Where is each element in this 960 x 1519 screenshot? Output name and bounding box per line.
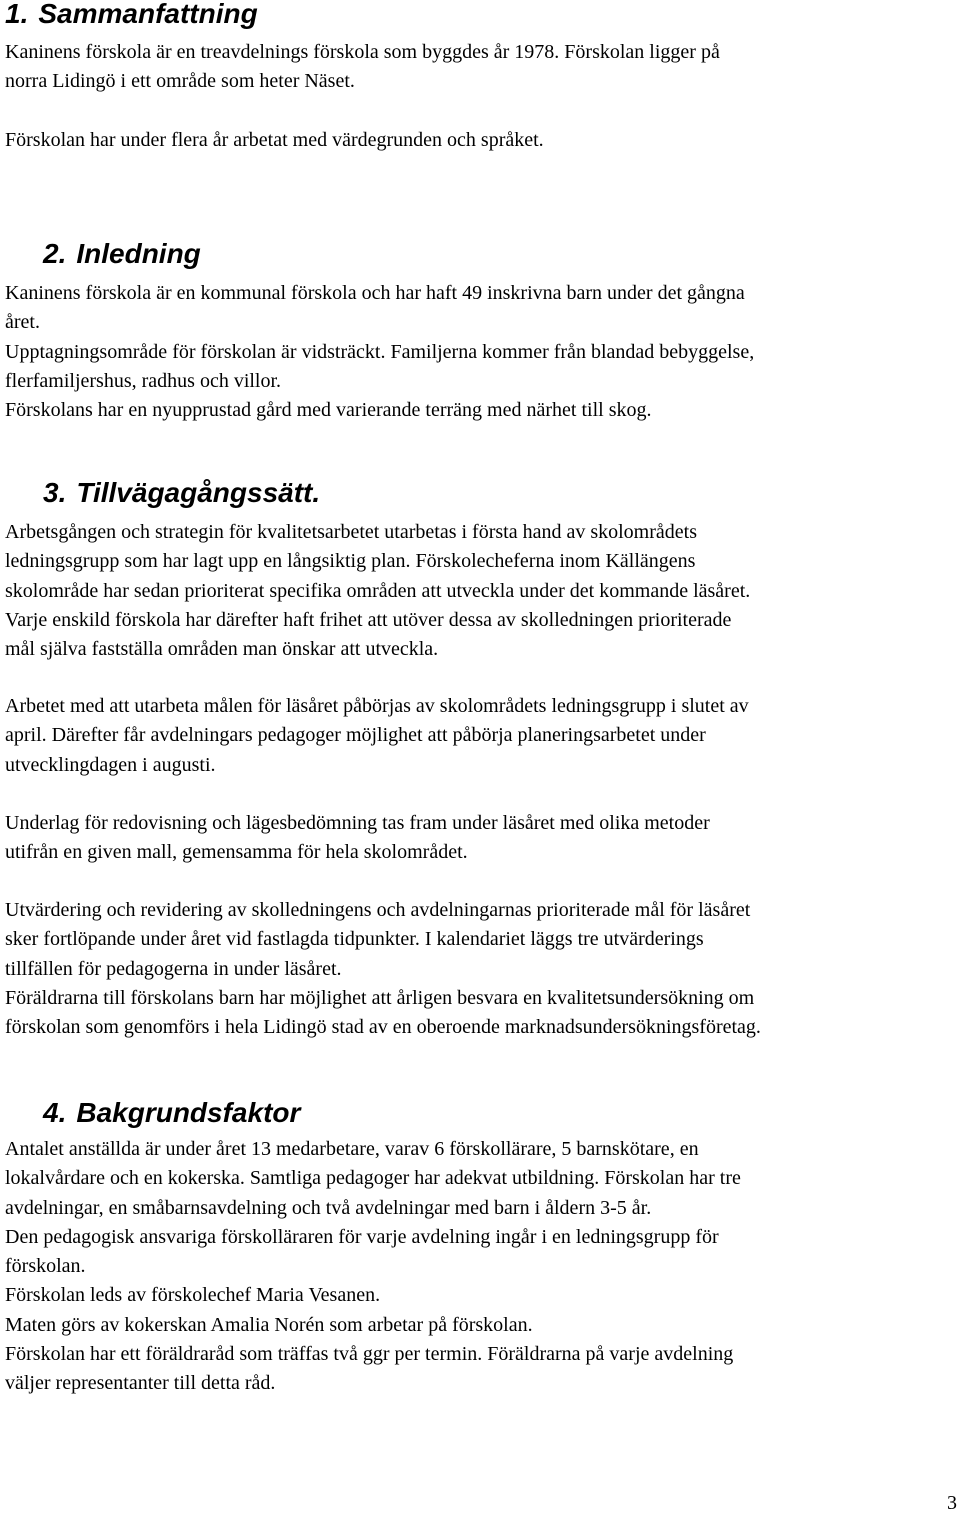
heading-sammanfattning [5, 0, 258, 30]
text-line: Utvärdering och revidering av skolledningens och avdelningarnas prioriterade mål för läsåret [5, 899, 751, 921]
text-line: flerfamiljershus, radhus och villor. [5, 369, 282, 392]
text-line: Förskolans har en nyupprustad gård med varierande terräng med närhet till skog. [5, 399, 652, 422]
paragraph [5, 279, 960, 425]
text-line: tillfällen för pedagogerna in under läsåret. [5, 957, 342, 980]
heading-title: Tillvägagångssätt. [76, 477, 321, 508]
text-line: Kaninens förskola är en kommunal förskola och har haft 49 inskrivna barn under det gångna [5, 282, 745, 304]
text-line: Underlag för redovisning och lägesbedömning tas fram under läsåret med olika metoder [5, 812, 710, 834]
text-line: mål själva fastställa områden man önskar att utveckla. [5, 638, 439, 661]
paragraph [5, 518, 960, 664]
heading-title: Sammanfattning [38, 0, 258, 29]
text-line: Antalet anställda är under året 13 medarbetare, varav 6 förskollärare, 5 barnskötare, en [5, 1138, 699, 1160]
text-line: året. [5, 311, 40, 334]
text-line: avdelningar, en småbarnsavdelning och två avdelningar med barn i åldern 3-5 år. [5, 1196, 652, 1219]
text-line: Upptagningsområde för förskolan är vidsträckt. Familjerna kommer från blandad bebyggelse, [5, 340, 755, 363]
heading-number: 3. [43, 477, 67, 508]
text-line: norra Lidingö i ett område som heter Näset. [5, 70, 355, 93]
text-line: förskolan som genomförs i hela Lidingö stad av en oberoende marknadsundersökningsföretag. [5, 1016, 761, 1039]
text-line: Förskolan leds av förskolechef Maria Vesanen. [5, 1284, 381, 1307]
paragraph [5, 896, 960, 1042]
text-line: Förskolan har under flera år arbetat med värdegrunden och språket. [5, 129, 544, 151]
paragraph [5, 692, 960, 780]
text-line: Föräldrarna till förskolans barn har möjlighet att årligen besvara en kvalitetsundersökning om [5, 986, 755, 1009]
paragraph [5, 809, 960, 868]
paragraph [5, 126, 960, 155]
text-line: utifrån en given mall, gemensamma för hela skolområdet. [5, 841, 468, 864]
text-line: ledningsgrupp som har lagt upp en långsiktig plan. Förskolecheferna inom Källängens [5, 550, 696, 573]
heading-tillvagagangssatt [43, 477, 320, 509]
heading-number: 4. [43, 1097, 67, 1128]
text-line: Maten görs av kokerskan Amalia Norén som arbetar på förskolan. [5, 1313, 533, 1336]
page-number: 3 [947, 1492, 957, 1514]
text-line: Den pedagogisk ansvariga förskolläraren för varje avdelning ingår i en ledningsgrupp för [5, 1225, 719, 1248]
text-line: Varje enskild förskola har därefter haft frihet att utöver dessa av skolledningen prioriterade [5, 608, 732, 631]
paragraph [5, 1135, 960, 1399]
paragraph [5, 38, 960, 97]
text-line: Förskolan har ett föräldraråd som träffas två ggr per termin. Föräldrarna på varje avdelning [5, 1343, 734, 1366]
text-line: förskolan. [5, 1255, 86, 1278]
text-line: utvecklingdagen i augusti. [5, 753, 216, 776]
heading-number: 1. [5, 0, 29, 29]
text-line: Arbetsgången och strategin för kvalitetsarbetet utarbetas i första hand av skolområdets [5, 521, 697, 543]
text-line: Kaninens förskola är en treavdelnings förskola som byggdes år 1978. Förskolan ligger på [5, 41, 720, 63]
text-line: sker fortlöpande under året vid fastlagda tidpunkter. I kalendariet läggs tre utvärderings [5, 928, 704, 951]
text-line: lokalvårdare och en kokerska. Samtliga pedagoger har adekvat utbildning. Förskolan har tre [5, 1167, 741, 1190]
heading-inledning [43, 238, 201, 270]
heading-bakgrundsfaktor [43, 1097, 300, 1129]
heading-title: Inledning [76, 238, 201, 269]
text-line: Arbetet med att utarbeta målen för läsåret påbörjas av skolområdets ledningsgrupp i slutet av [5, 695, 749, 717]
text-line: april. Därefter får avdelningars pedagoger möjlighet att påbörja planeringsarbetet under [5, 724, 706, 747]
heading-title: Bakgrundsfaktor [76, 1097, 301, 1128]
text-line: skolområde har sedan prioriterat specifika områden att utveckla under det kommande läsåret. [5, 579, 751, 602]
heading-number: 2. [43, 238, 67, 269]
text-line: väljer representanter till detta råd. [5, 1372, 276, 1395]
